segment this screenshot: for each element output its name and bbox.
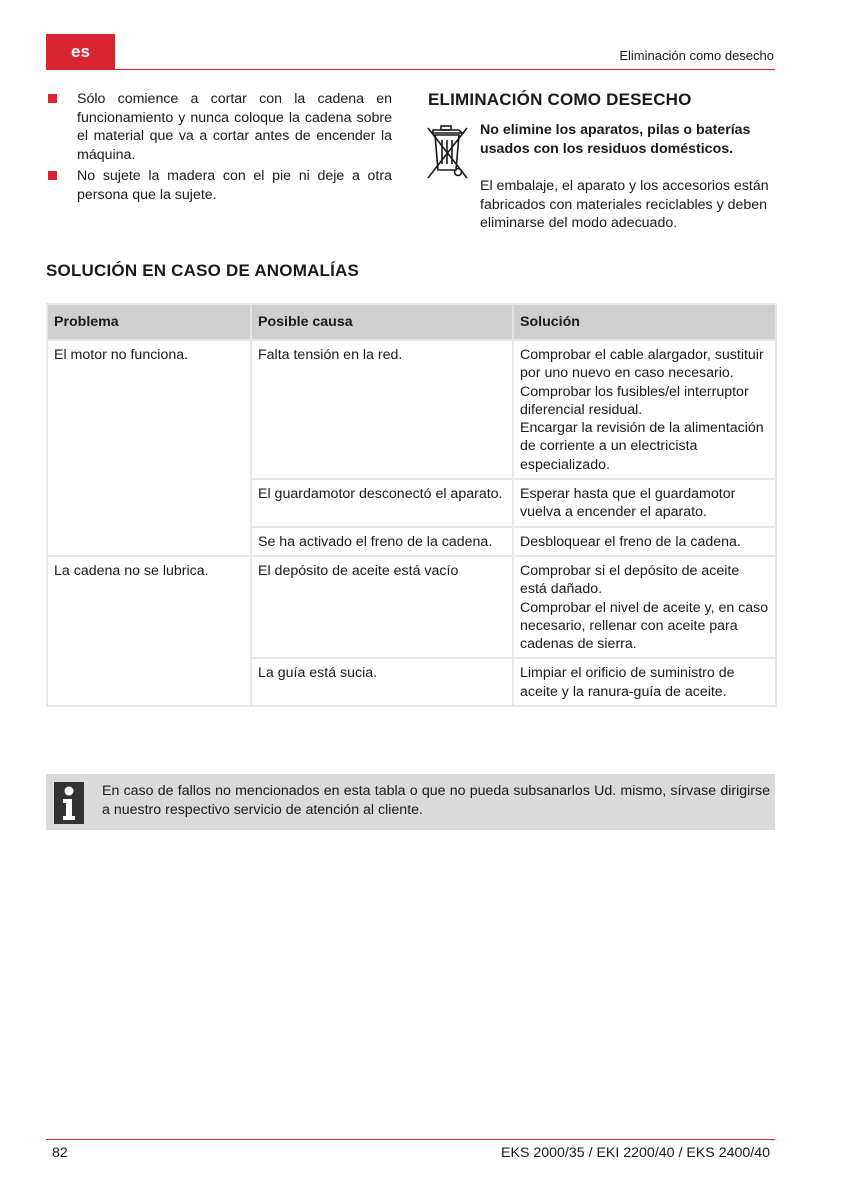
- cause-cell: El guardamotor desconectó el aparato.: [251, 479, 513, 527]
- info-icon: [54, 782, 84, 824]
- bullet-square-icon: [48, 171, 57, 180]
- column-header-cause: Posible causa: [251, 304, 513, 340]
- column-header-solution: Solución: [513, 304, 776, 340]
- troubleshooting-heading: SOLUCIÓN EN CASO DE ANOMALÍAS: [46, 261, 360, 280]
- info-note-box: [46, 774, 775, 830]
- disposal-text: El embalaje, el aparato y los accesorios están fabricados con materiales reciclables y deben eliminarse del modo adecuado.: [480, 178, 769, 231]
- troubleshooting-table: [46, 303, 777, 707]
- disposal-heading: ELIMINACIÓN COMO DESECHO: [428, 90, 692, 109]
- language-tab: es: [46, 34, 115, 70]
- page-number: 82: [52, 1145, 68, 1161]
- bullet-text: Sólo comience a cortar con la cadena en funcionamiento y nunca coloque la cadena sobre el material que va a cortar antes de encender la máquina.: [77, 91, 392, 163]
- solution-cell: Esperar hasta que el guardamotor vuelva a encender el aparato.: [513, 479, 776, 527]
- cause-cell: La guía está sucia.: [251, 658, 513, 706]
- section-header-title: Eliminación como desecho: [619, 48, 774, 63]
- bullet-square-icon: [48, 94, 57, 103]
- header-divider: [46, 69, 775, 70]
- problem-cell: La cadena no se lubrica.: [47, 556, 251, 706]
- info-note-text: En caso de fallos no mencionados en esta tabla o que no pueda subsanarlos Ud. mismo, sírvase dirigirse a nuestro respectivo servicio de atención al cliente.: [102, 783, 770, 818]
- list-item: [46, 90, 392, 164]
- cause-cell: El depósito de aceite está vacío: [251, 556, 513, 658]
- footer-divider: [46, 1139, 775, 1140]
- solution-cell: Comprobar si el depósito de aceite está dañado. Comprobar el nivel de aceite y, en caso necesario, rellenar con aceite para cadenas de sierra.: [513, 556, 776, 658]
- cause-cell: Se ha activado el freno de la cadena.: [251, 527, 513, 556]
- column-header-problem: Problema: [47, 304, 251, 340]
- table-row: [47, 556, 776, 658]
- cause-cell: Falta tensión en la red.: [251, 340, 513, 479]
- solution-cell: Comprobar el cable alargador, sustituir por uno nuevo en caso necesario. Comprobar los fusibles/el interruptor diferencial residual. Encargar la revisión de la alimentación de corriente a un electricista especializado.: [513, 340, 776, 479]
- crossed-out-wheelie-bin-icon: [425, 120, 471, 184]
- table-row: [47, 340, 776, 479]
- safety-bullet-list: [46, 90, 392, 207]
- bullet-text: No sujete la madera con el pie ni deje a otra persona que la sujete.: [77, 168, 392, 203]
- problem-cell: El motor no funciona.: [47, 340, 251, 556]
- list-item: [46, 167, 392, 204]
- disposal-warning: No elimine los aparatos, pilas o baterías usados con los residuos domésticos.: [480, 122, 751, 157]
- solution-cell: Desbloquear el freno de la cadena.: [513, 527, 776, 556]
- solution-cell: Limpiar el orificio de suministro de aceite y la ranura-guía de aceite.: [513, 658, 776, 706]
- table-header-row: [47, 304, 776, 340]
- model-names: EKS 2000/35 / EKI 2200/40 / EKS 2400/40: [501, 1145, 770, 1161]
